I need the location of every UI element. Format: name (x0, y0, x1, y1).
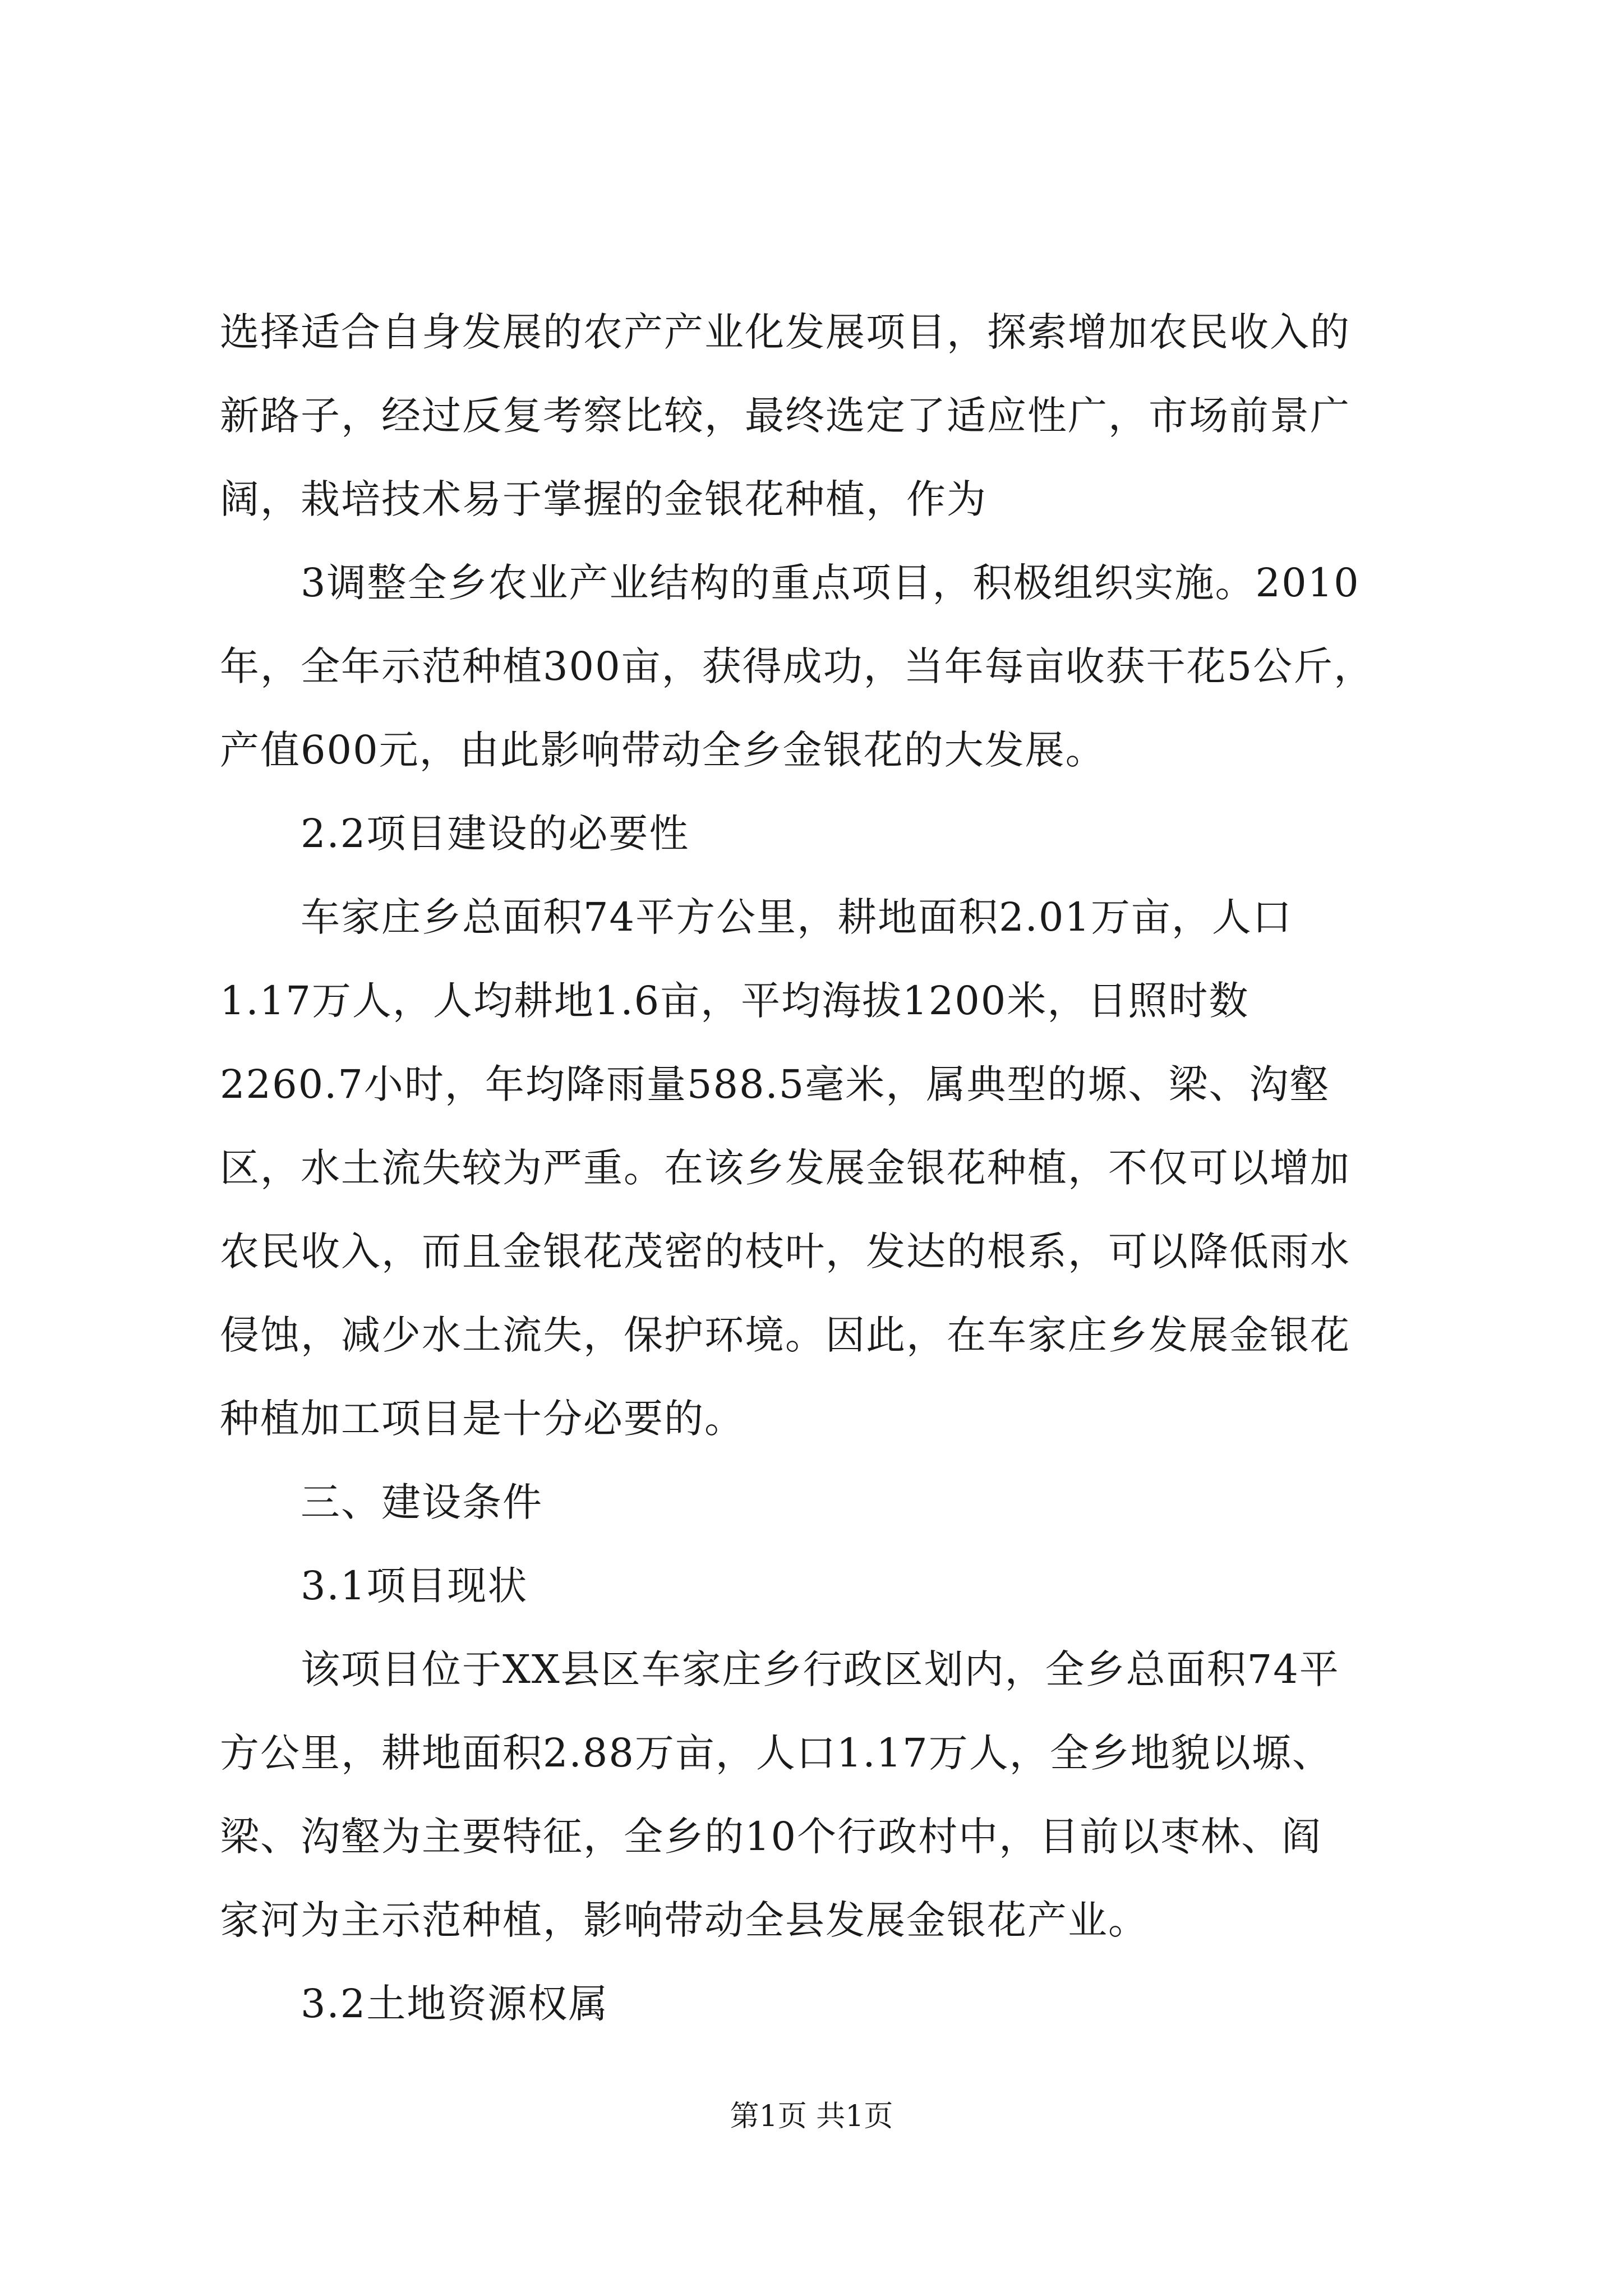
paragraph-line: 该项目位于XX县区车家庄乡行政区划内，全乡总面积74平 (301, 1646, 1340, 1692)
paragraph-line: 种植加工项目是十分必要的。 (220, 1396, 745, 1442)
paragraph-line: 区，水土流失较为严重。在该乡发展金银花种植，不仅可以增加 (220, 1145, 1350, 1191)
paragraph-line: 车家庄乡总面积74平方公里，耕地面积2.01万亩，人口 (301, 894, 1293, 940)
paragraph-line: 2260.7小时，年均降雨量588.5毫米，属典型的塬、梁、沟壑 (220, 1061, 1330, 1107)
paragraph-line: 阔，栽培技术易于掌握的金银花种植，作为 (220, 476, 987, 522)
paragraph-line: 方公里，耕地面积2.88万亩，人口1.17万人，全乡地貌以塬、 (220, 1730, 1332, 1776)
section-heading: 2.2项目建设的必要性 (301, 811, 690, 857)
paragraph-line: 产值600元，由此影响带动全乡金银花的大发展。 (220, 727, 1106, 773)
paragraph-line: 家河为主示范种植，影响带动全县发展金银花产业。 (220, 1897, 1149, 1943)
section-heading: 三、建设条件 (301, 1479, 543, 1525)
section-heading: 3.2土地资源权属 (301, 1981, 609, 2027)
paragraph-line: 1.17万人，人均耕地1.6亩，平均海拔1200米，日照时数 (220, 978, 1249, 1024)
paragraph-line: 选择适合自身发展的农产产业化发展项目，探索增加农民收入的 (220, 309, 1350, 355)
paragraph-line: 年，全年示范种植300亩，获得成功，当年每亩收获干花5公斤， (220, 643, 1375, 689)
paragraph-line: 梁、沟壑为主要特征，全乡的10个行政村中，目前以枣林、阎 (220, 1814, 1322, 1860)
page-number-footer: 第1页 共1页 (730, 2100, 893, 2133)
paragraph-line: 新路子，经过反复考察比较，最终选定了适应性广，市场前景广 (220, 393, 1350, 439)
paragraph-line: 侵蚀，减少水土流失，保护环境。因此，在车家庄乡发展金银花 (220, 1312, 1350, 1358)
paragraph-line: 3调整全乡农业产业结构的重点项目，积极组织实施。2010 (301, 560, 1360, 606)
section-heading: 3.1项目现状 (301, 1563, 528, 1609)
paragraph-line: 农民收入，而且金银花茂密的枝叶，发达的根系，可以降低雨水 (220, 1228, 1350, 1274)
